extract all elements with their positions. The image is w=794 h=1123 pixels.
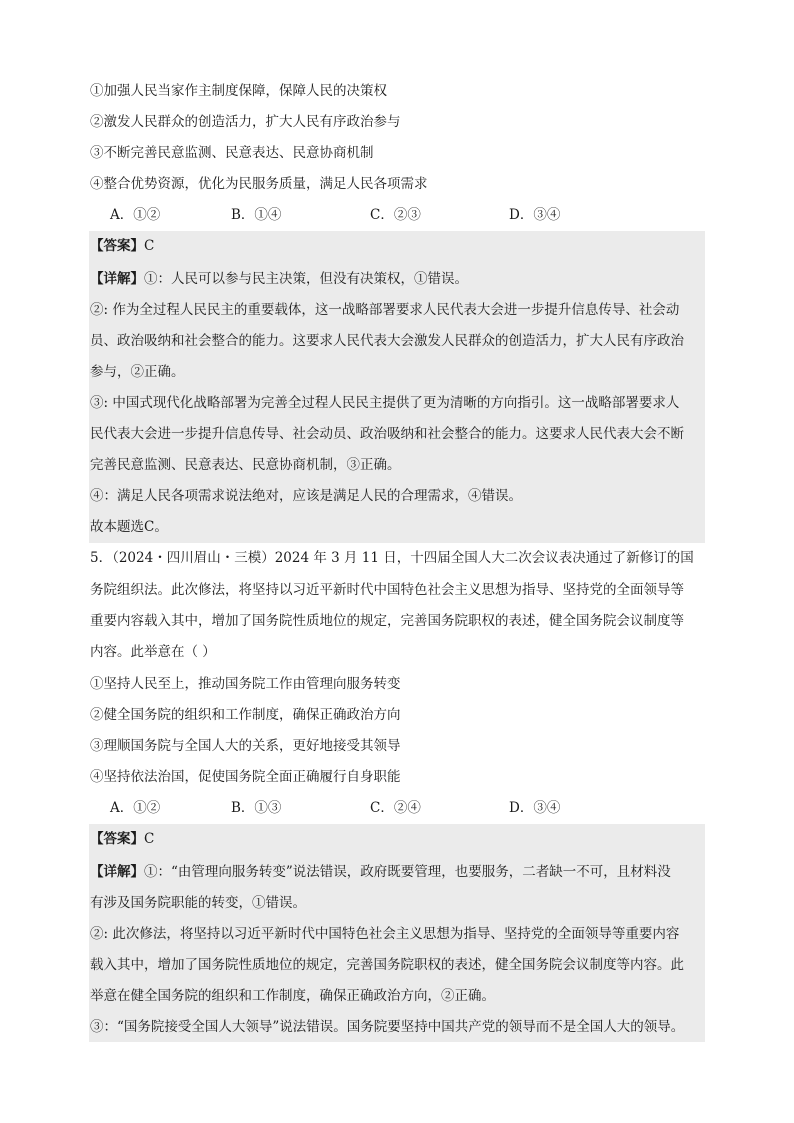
q5-stem-line-2: 务院组织法。此次修法，将坚持以习近平新时代中国特色社会主义思想为指导、坚持党的全面领导等 [90, 582, 684, 598]
answer-label: 【答案】 [90, 831, 144, 847]
q5-stem-line-3: 重要内容载入其中，增加了国务院性质地位的规定，完善国务院职权的表述，健全国务院会议制度等 [90, 613, 684, 629]
q5-option-d: D．③④ [509, 800, 561, 816]
q4-option-d: D．③④ [509, 207, 561, 223]
q5-statement-2: ②健全国务院的组织和工作制度，确保正确政治方向 [90, 707, 401, 723]
q5-analysis-line-5: 举意在健全国务院的组织和工作制度，确保正确政治方向，②正确。 [90, 988, 495, 1004]
q5-options [0, 796, 794, 820]
q4-statement-1: ①加强人民当家作主制度保障，保障人民的决策权 [90, 83, 387, 99]
analysis-label: 【详解】 [90, 271, 144, 287]
q4-statement-3: ③不断完善民意监测、民意表达、民意协商机制 [90, 145, 374, 161]
q4-answer [90, 234, 704, 258]
q5-answer [90, 827, 704, 851]
q4-statement-4: ④整合优势资源，优化为民服务质量，满足人民各项需求 [90, 176, 428, 192]
q4-options [0, 203, 794, 227]
q4-analysis-line-7: 完善民意监测、民意表达、民意协商机制，③正确。 [90, 457, 401, 473]
q5-statement-4: ④坚持依法治国，促使国务院全面正确履行自身职能 [90, 769, 401, 785]
q4-option-b: B．①④ [231, 207, 282, 223]
q4-analysis-line-1 [90, 267, 704, 291]
q5-option-c: C．②④ [370, 800, 421, 816]
q4-analysis-line-4: 参与，②正确。 [90, 364, 185, 380]
analysis-text: ①：“由管理向服务转变”说法错误，政府既要管理，也要服务，二者缺一不可，且材料没 [144, 864, 671, 880]
q5-option-b: B．①③ [231, 800, 282, 816]
q4-statement-2: ②激发人民群众的创造活力，扩大人民有序政治参与 [90, 114, 401, 130]
q4-option-a: A．①② [110, 207, 161, 223]
q5-stem-line-1: 5．（2024・四川眉山・三模）2024 年 3 月 11 日，十四届全国人大二次会议表决通过了新修订的国 [90, 550, 694, 566]
analysis-text: ①：人民可以参与民主决策，但没有决策权，①错误。 [144, 271, 468, 287]
q5-stem-line-4: 内容。此举意在（ ） [90, 644, 216, 660]
answer-value: C [144, 831, 155, 847]
q5-analysis-line-2: 有涉及国务院职能的转变，①错误。 [90, 895, 306, 911]
analysis-label: 【详解】 [90, 864, 144, 880]
q5-analysis-line-3: ②: 此次修法，将坚持以习近平新时代中国特色社会主义思想为指导、坚持党的全面领导等重要内容 [90, 926, 680, 942]
q4-analysis-line-8: ④：满足人民各项需求说法绝对，应该是满足人民的合理需求，④错误。 [90, 488, 522, 504]
answer-value: C [144, 238, 155, 254]
q5-statement-3: ③理顺国务院与全国人大的关系，更好地接受其领导 [90, 738, 401, 754]
q5-statement-1: ①坚持人民至上，推动国务院工作由管理向服务转变 [90, 676, 401, 692]
q4-analysis-line-6: 民代表大会进一步提升信息传导、社会动员、政治吸纳和社会整合的能力。这要求人民代表大会不断 [90, 426, 684, 442]
q5-analysis-line-4: 载入其中，增加了国务院性质地位的规定，完善国务院职权的表述，健全国务院会议制度等内容。此 [90, 957, 684, 973]
q4-conclusion: 故本题选C。 [90, 519, 168, 535]
q4-option-c: C．②③ [370, 207, 421, 223]
q4-analysis-line-3: 员、政治吸纳和社会整合的能力。这要求人民代表大会激发人民群众的创造活力，扩大人民有序政治 [90, 333, 684, 349]
answer-label: 【答案】 [90, 238, 144, 254]
q4-analysis-line-5: ③: 中国式现代化战略部署为完善全过程人民民主提供了更为清晰的方向指引。这一战略部署要求人 [90, 395, 680, 411]
q5-analysis-line-6: ③：“国务院接受全国人大领导”说法错误。国务院要坚持中国共产党的领导而不是全国人大的领导。 [90, 1019, 685, 1035]
q4-analysis-line-2: ②: 作为全过程人民民主的重要载体，这一战略部署要求人民代表大会进一步提升信息传导、社会动 [90, 302, 680, 318]
q5-option-a: A．①② [110, 800, 161, 816]
q5-analysis-line-1 [90, 860, 704, 884]
